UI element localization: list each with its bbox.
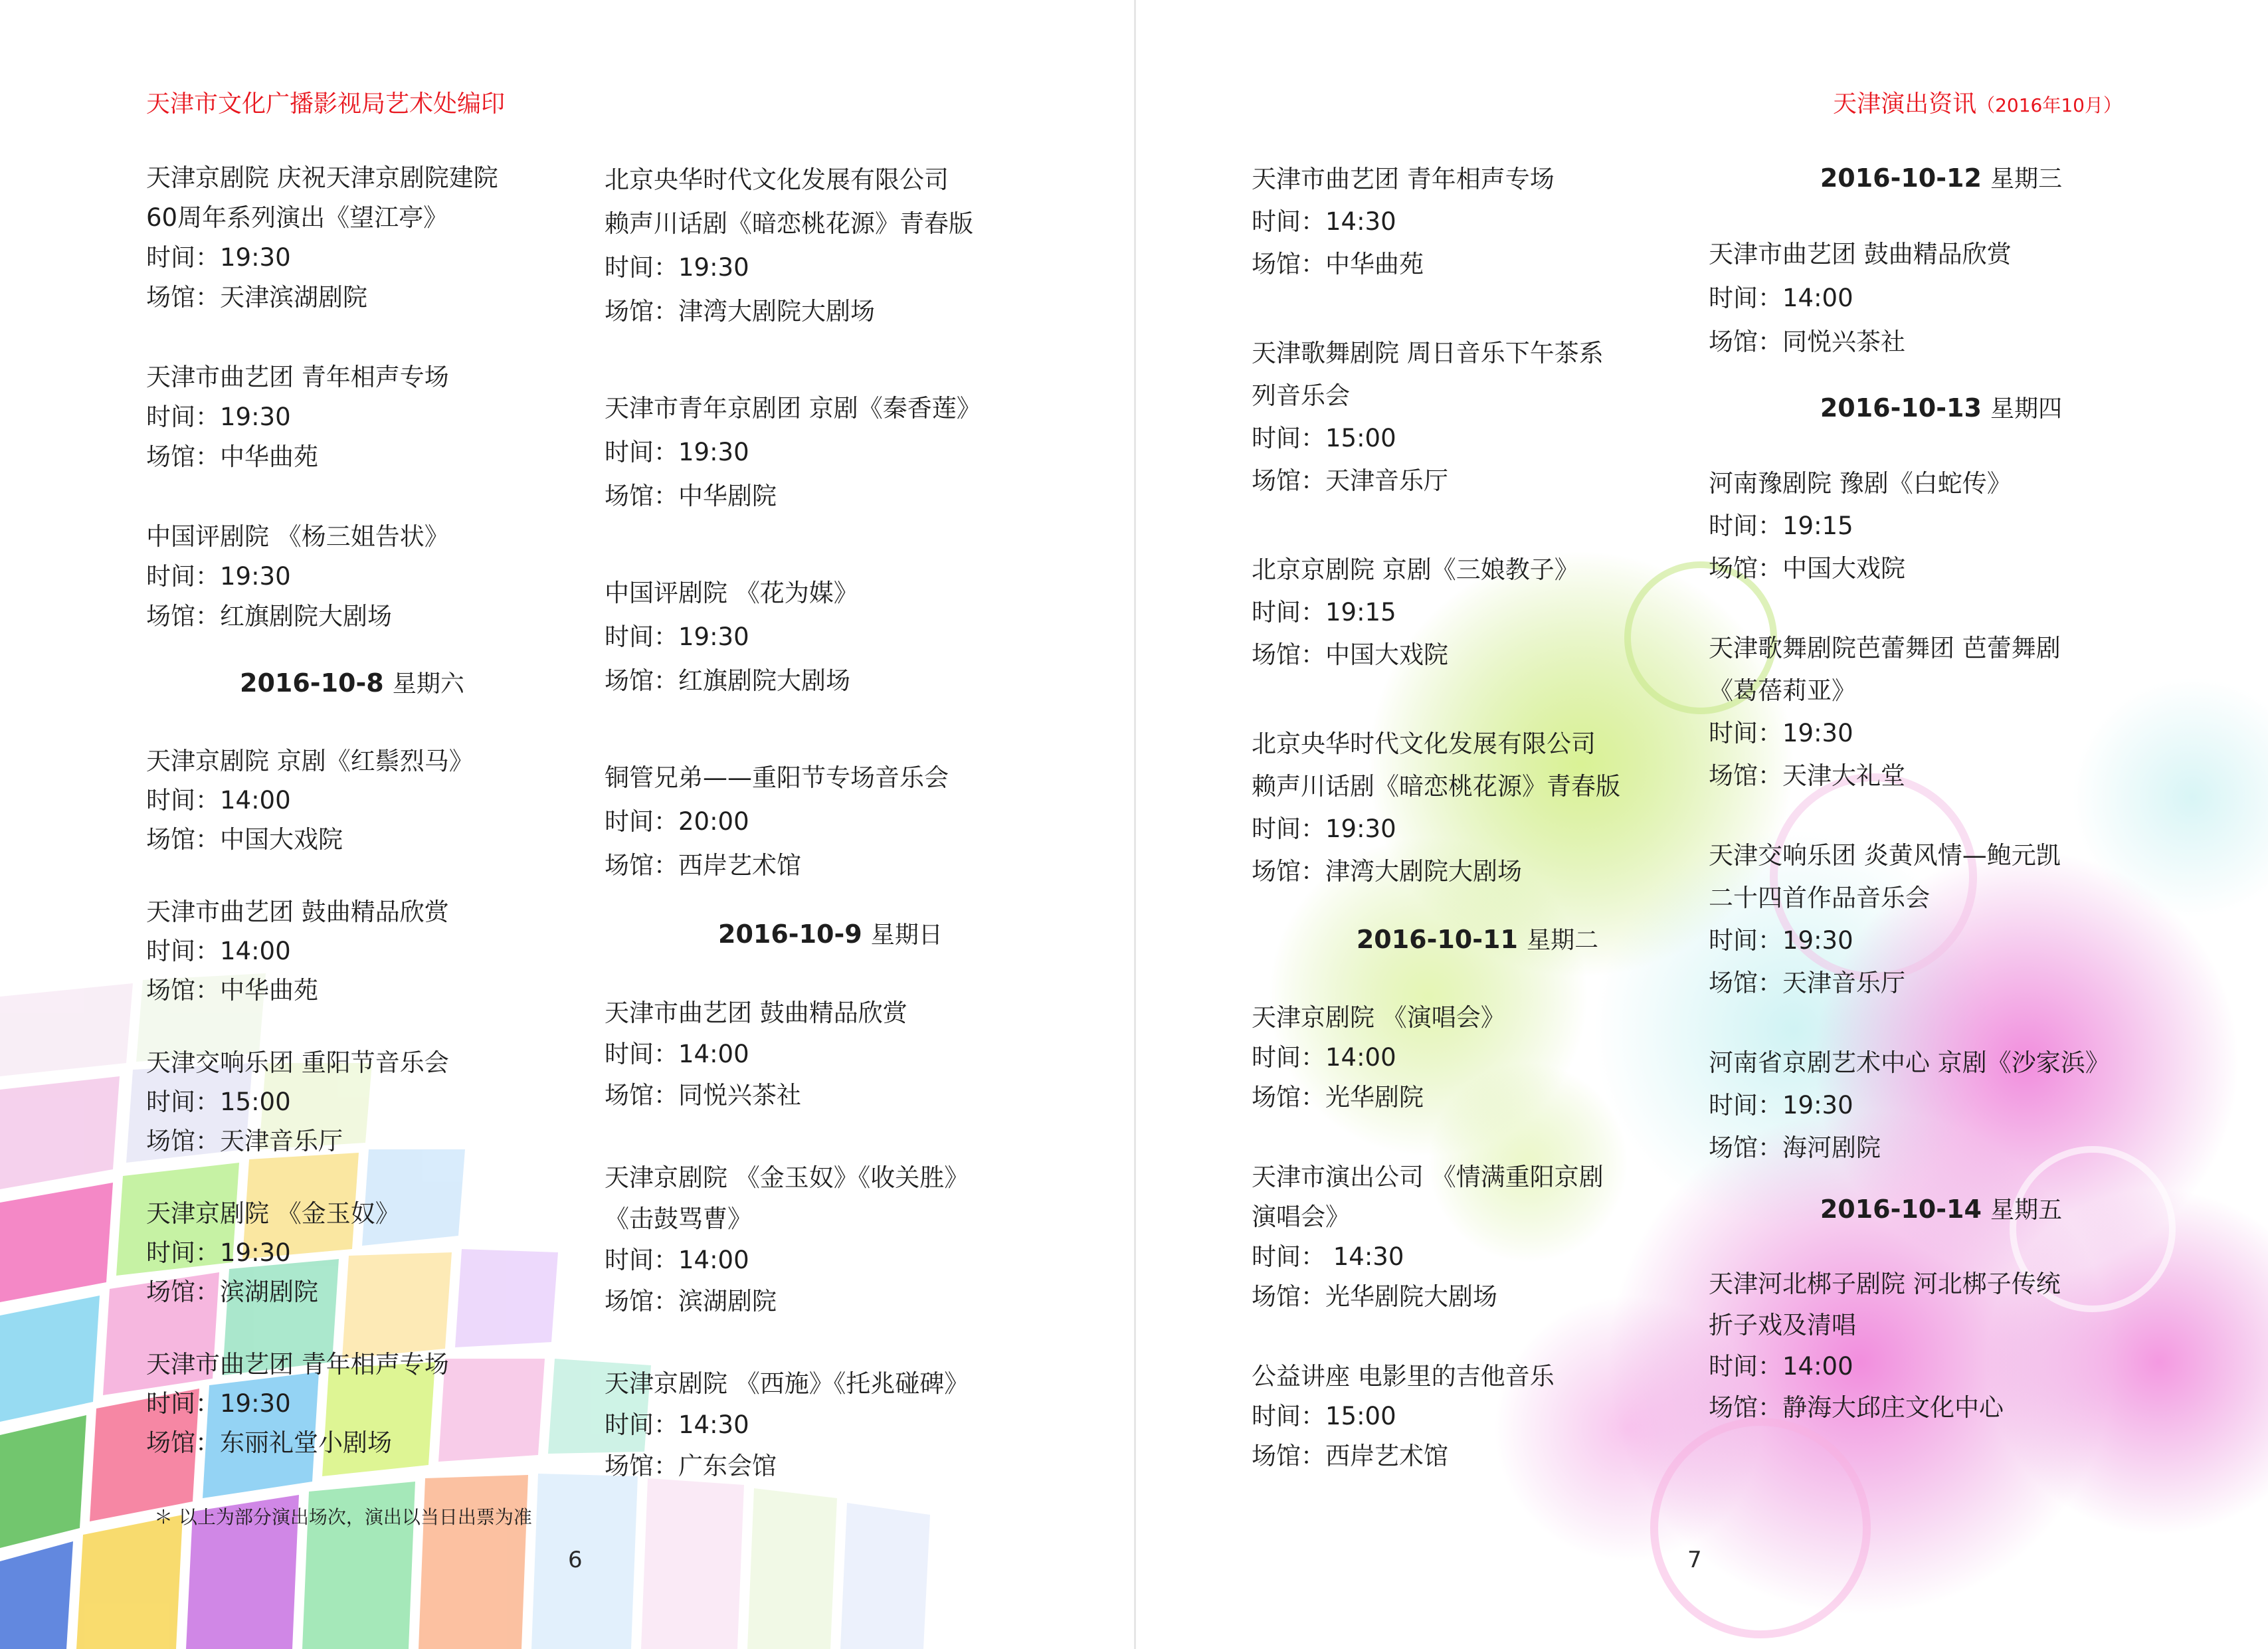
- event-entry: 天津京剧院 《金玉奴》 时间：19:30 场馆：滨湖剧院: [146, 1199, 400, 1306]
- event-entry: 天津京剧院 《西施》《托兆碰碑》 时间：14:30 场馆：广东会馆: [605, 1369, 969, 1480]
- event-entry: 天津市曲艺团 鼓曲精品欣赏 时间：14:00 场馆：同悦兴茶社: [1709, 240, 2012, 356]
- header-right-title: 天津演出资讯: [1833, 90, 1977, 118]
- event-entry: 天津市曲艺团 鼓曲精品欣赏 时间：14:00 场馆：同悦兴茶社: [605, 999, 907, 1110]
- event-entry: 天津京剧院 《演唱会》 时间：14:00 场馆：光华剧院: [1252, 1003, 1505, 1112]
- column-2: [605, 158, 1056, 1487]
- event-entry: 天津交响乐团 炎黄风情—鲍元凯 二十四首作品音乐会 时间：19:30 场馆：天津音乐厅: [1709, 841, 2061, 997]
- event-entry: 铜管兄弟——重阳节专场音乐会 时间：20:00 场馆：西岸艺术馆: [605, 763, 949, 880]
- event-entry: 天津京剧院 京剧《红鬃烈马》 时间：14:00 场馆：中国大戏院: [146, 747, 474, 854]
- header-right: [1833, 85, 2122, 119]
- event-entry: 公益讲座 电影里的吉他音乐 时间：15:00 场馆：西岸艺术馆: [1252, 1362, 1555, 1470]
- event-entry: 天津歌舞剧院 周日音乐下午茶系 列音乐会 时间：15:00 场馆：天津音乐厅: [1252, 339, 1604, 495]
- event-entry: 天津市曲艺团 青年相声专场 时间：19:30 场馆：东丽礼堂小剧场: [146, 1350, 449, 1457]
- event-entry: 天津市曲艺团 鼓曲精品欣赏 时间：14:00 场馆：中华曲苑: [146, 898, 449, 1005]
- event-entry: 北京央华时代文化发展有限公司 赖声川话剧《暗恋桃花源》青春版 时间：19:30 场馆：津湾大剧院大剧场: [605, 165, 973, 326]
- event-entry: 中国评剧院 《杨三姐告状》 时间：19:30 场馆：红旗剧院大剧场: [146, 522, 449, 630]
- event-entry: 北京央华时代文化发展有限公司 赖声川话剧《暗恋桃花源》青春版 时间：19:30 场馆：津湾大剧院大剧场: [1252, 729, 1620, 886]
- header-right-date: （2016年10月）: [1976, 94, 2122, 116]
- column-3: [1252, 158, 1703, 1476]
- event-entry: 天津市演出公司 《情满重阳京剧 演唱会》 时间： 14:30 场馆：光华剧院大剧场: [1252, 1163, 1604, 1311]
- event-entry: 天津京剧院 庆祝天津京剧院建院 60周年系列演出《望江亭》 时间：19:30 场馆：天津滨湖剧院: [146, 163, 498, 312]
- event-entry: 天津市青年京剧团 京剧《秦香莲》 时间：19:30 场馆：中华剧院: [605, 394, 981, 510]
- date-heading: 2016-10-13 星期四: [1820, 393, 2063, 423]
- page-number-left: 6: [568, 1547, 583, 1573]
- event-entry: 河南省京剧艺术中心 京剧《沙家浜》 时间：19:30 场馆：海河剧院: [1709, 1048, 2110, 1162]
- footnote: ＊ 以上为部分演出场次，演出以当日出票为准: [154, 1506, 532, 1528]
- date-heading: 2016-10-9 星期日: [718, 920, 943, 949]
- page-gutter: [1134, 0, 1136, 1649]
- column-1: [146, 158, 558, 1496]
- header-left: 天津市文化广播影视局艺术处编印: [146, 90, 506, 118]
- date-heading: 2016-10-12 星期三: [1820, 163, 2063, 193]
- page-number-right: 7: [1687, 1547, 1702, 1573]
- event-entry: 天津市曲艺团 青年相声专场 时间：14:30 场馆：中华曲苑: [1252, 165, 1555, 278]
- event-entry: 北京京剧院 京剧《三娘教子》 时间：19:15 场馆：中国大戏院: [1252, 555, 1579, 669]
- event-entry: 天津歌舞剧院芭蕾舞团 芭蕾舞剧 《葛蓓莉亚》 时间：19:30 场馆：天津大礼堂: [1709, 634, 2061, 790]
- event-entry: 天津交响乐团 重阳节音乐会 时间：15:00 场馆：天津音乐厅: [146, 1048, 449, 1155]
- date-heading: 2016-10-8 星期六: [240, 668, 464, 698]
- event-entry: 天津市曲艺团 青年相声专场 时间：19:30 场馆：中华曲苑: [146, 363, 449, 471]
- date-heading: 2016-10-11 星期二: [1356, 925, 1599, 954]
- event-entry: 天津河北梆子剧院 河北梆子传统 折子戏及清唱 时间：14:00 场馆：静海大邱庄文化中心: [1709, 1270, 2061, 1422]
- event-entry: 河南豫剧院 豫剧《白蛇传》 时间：19:15 场馆：中国大戏院: [1709, 469, 2012, 583]
- event-entry: 天津京剧院 《金玉奴》《收关胜》 《击鼓骂曹》 时间：14:00 场馆：滨湖剧院: [605, 1163, 969, 1315]
- column-4: [1709, 158, 2174, 1428]
- event-entry: 中国评剧院 《花为媒》 时间：19:30 场馆：红旗剧院大剧场: [605, 579, 858, 695]
- date-heading: 2016-10-14 星期五: [1820, 1195, 2063, 1224]
